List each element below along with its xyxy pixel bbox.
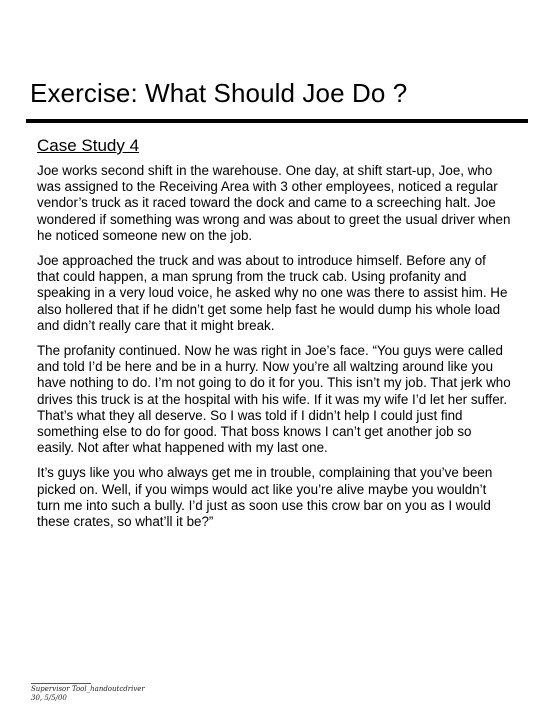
paragraph-3: The profanity continued. Now he was right in Joe’s face. “You guys were called and told I’d be here and be in a hurry. Now you’re all waltzing around like you have nothing to do. I’m not going to do it for you. This isn’t my job. That jerk who drives this truck is at the hospital with his wife. If it was my wife I’d let her suffer. That’s what they all deserve. So I was told if I didn’t help I could just find something else to do for good. That boss knows I can’t get another job so easily. Not after what happened with my last one.: [37, 343, 511, 456]
footer-date: 30, 5/5/00: [31, 694, 67, 702]
footer-divider: [31, 683, 91, 684]
paragraph-1: Joe works second shift in the warehouse. One day, at shift start-up, Joe, who was assigned to the Receiving Area with 3 other employees, noticed a regular vendor’s truck as it raced toward the dock and came to a screeching halt. Joe wondered if something was wrong and was about to greet the usual driver when he noticed someone new on the job.: [37, 163, 511, 243]
page-title: Exercise: What Should Joe Do ?: [30, 78, 408, 108]
paragraph-2: Joe approached the truck and was about to introduce himself. Before any of that could happen, a man sprung from the truck cab. Using profanity and speaking in a very loud voice, he asked why no one was there to assist him. He also hollered that if he didn’t get some help fast he would dump his whole load and didn’t really care that it might break.: [37, 253, 508, 333]
case-study-heading: Case Study 4: [37, 136, 140, 155]
paragraph-4: It’s guys like you who always get me in trouble, complaining that you’ve been picked on. Well, if you wimps would act like you’re alive maybe you wouldn’t turn me into such a bully. I’d just as soon use this crow bar on you as I would these crates, so what’ll it be?”: [37, 465, 493, 530]
footer-filename: Supervisor Tool_handoutcdriver: [31, 685, 145, 693]
title-divider: [26, 119, 528, 123]
footer-note: [31, 685, 145, 703]
case-study-body: [37, 136, 511, 539]
